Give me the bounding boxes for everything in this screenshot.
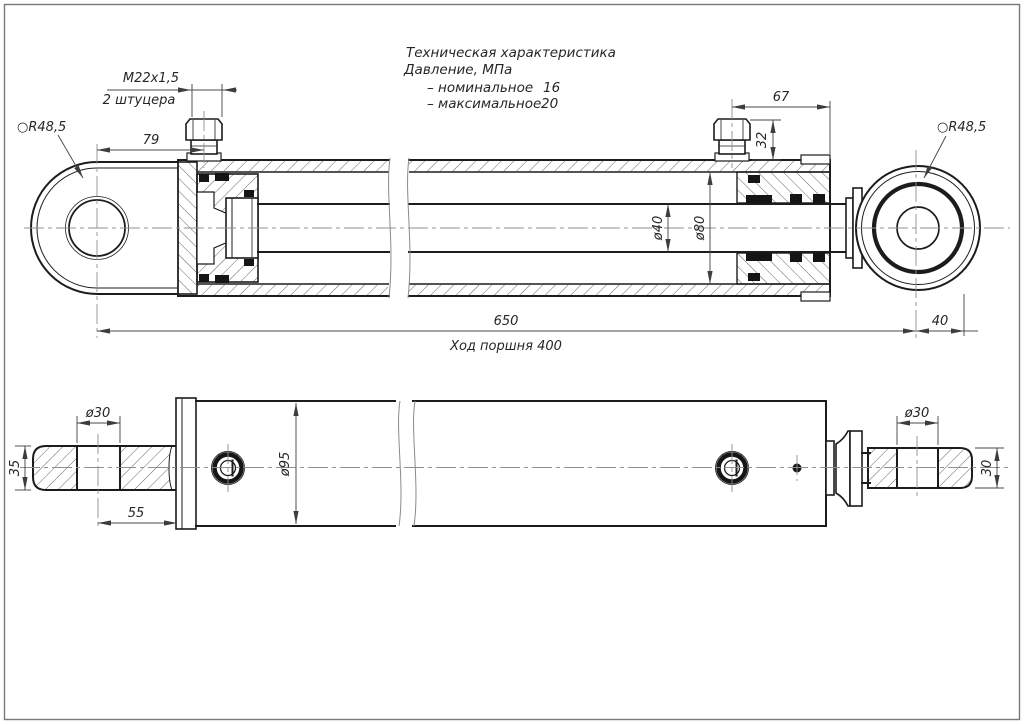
stroke-note: Ход поршня 400 <box>450 339 562 354</box>
spec-max-value: 20 <box>541 96 559 112</box>
dim-bore-diameter: ø80 <box>693 215 708 241</box>
rod-eye-radius-label: ○R48,5 <box>17 120 67 135</box>
thread-callout: M22x1,5 <box>122 71 180 86</box>
spec-nominal-value: 16 <box>543 80 561 96</box>
head-eye-radius-label: ○R48,5 <box>937 120 987 135</box>
dim-32: 32 <box>755 131 770 149</box>
thread-qty-note: 2 штуцера <box>102 93 176 108</box>
dim-79: 79 <box>142 133 160 148</box>
dim-650: 650 <box>493 314 519 329</box>
dim-eye-offset: 55 <box>127 506 145 521</box>
dim-eye-hole-right: ø30 <box>904 406 930 421</box>
dim-eye-hole-left: ø30 <box>85 406 111 421</box>
dim-40: 40 <box>931 314 949 329</box>
spec-nominal-label: – номинальное <box>427 80 534 96</box>
spec-max-label: – максимальное <box>427 96 542 112</box>
spec-pressure-label: Давление, МПа <box>404 62 513 78</box>
dim-body-diameter: ø95 <box>278 451 293 477</box>
dim-67: 67 <box>772 90 790 105</box>
dim-eye-width-right: 30 <box>980 459 995 477</box>
spec-title: Техническая характеристика <box>406 45 616 61</box>
dim-eye-width-left: 35 <box>8 459 23 477</box>
dim-rod-diameter: ø40 <box>651 215 666 241</box>
